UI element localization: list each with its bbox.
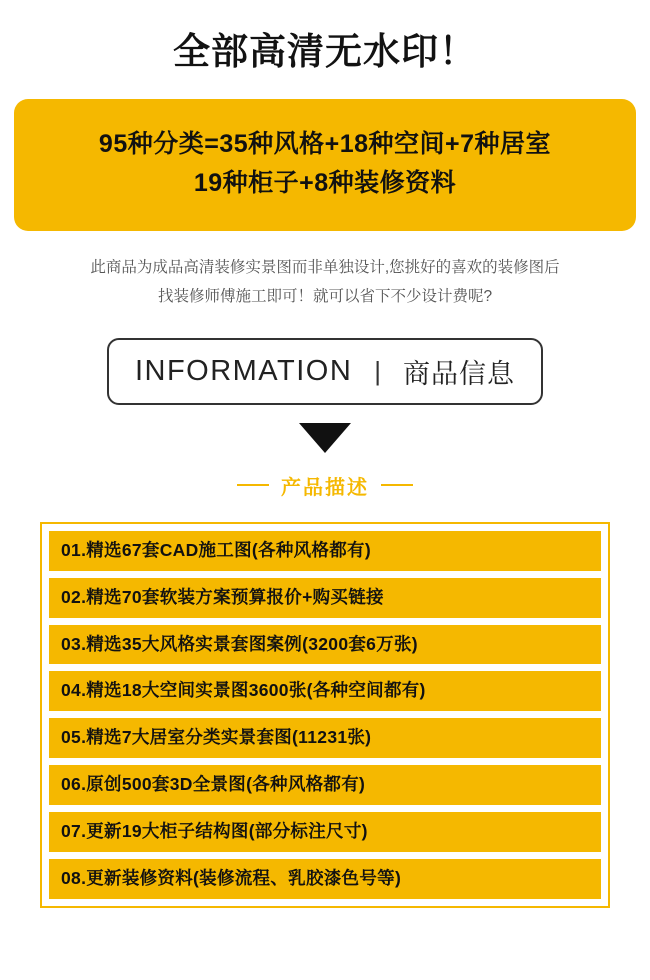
information-box-wrapper bbox=[0, 338, 650, 405]
list-item: 05.精选7大居室分类实景套图(11231张) bbox=[49, 718, 601, 758]
information-label-cn: 商品信息 bbox=[403, 358, 516, 389]
list-item: 06.原创500套3D全景图(各种风格都有) bbox=[49, 765, 601, 805]
list-item: 04.精选18大空间实景图3600张(各种空间都有) bbox=[49, 671, 601, 711]
divider-left bbox=[237, 484, 269, 486]
banner-line-2: 19种柜子+8种装修资料 bbox=[193, 169, 457, 198]
list-item: 01.精选67套CAD施工图(各种风格都有) bbox=[49, 531, 601, 571]
information-separator: | bbox=[374, 355, 382, 386]
disclaimer-note bbox=[30, 253, 620, 312]
divider-right bbox=[381, 484, 413, 486]
category-banner bbox=[14, 99, 636, 231]
down-arrow-wrapper bbox=[0, 423, 650, 453]
feature-list bbox=[40, 522, 610, 908]
note-line-1: 此商品为成品高清装修实景图而非单独设计,您挑好的喜欢的装修图后 bbox=[90, 258, 560, 276]
list-item: 02.精选70套软装方案预算报价+购买链接 bbox=[49, 578, 601, 618]
banner-line-1: 95种分类=35种风格+18种空间+7种居室 bbox=[98, 130, 552, 159]
note-line-2: 找装修师傅施工即可！就可以省下不少设计费呢? bbox=[157, 288, 493, 306]
triangle-down-icon bbox=[299, 423, 351, 453]
list-item: 03.精选35大风格实景套图案例(3200套6万张) bbox=[49, 625, 601, 665]
product-description-heading bbox=[0, 471, 650, 500]
information-box bbox=[107, 338, 543, 405]
information-label-en: INFORMATION bbox=[134, 354, 353, 387]
list-item: 07.更新19大柜子结构图(部分标注尺寸) bbox=[49, 812, 601, 852]
list-item: 08.更新装修资料(装修流程、乳胶漆色号等) bbox=[49, 859, 601, 899]
page-headline: 全部高清无水印！ bbox=[173, 31, 477, 72]
product-description-label: 产品描述 bbox=[281, 476, 369, 499]
